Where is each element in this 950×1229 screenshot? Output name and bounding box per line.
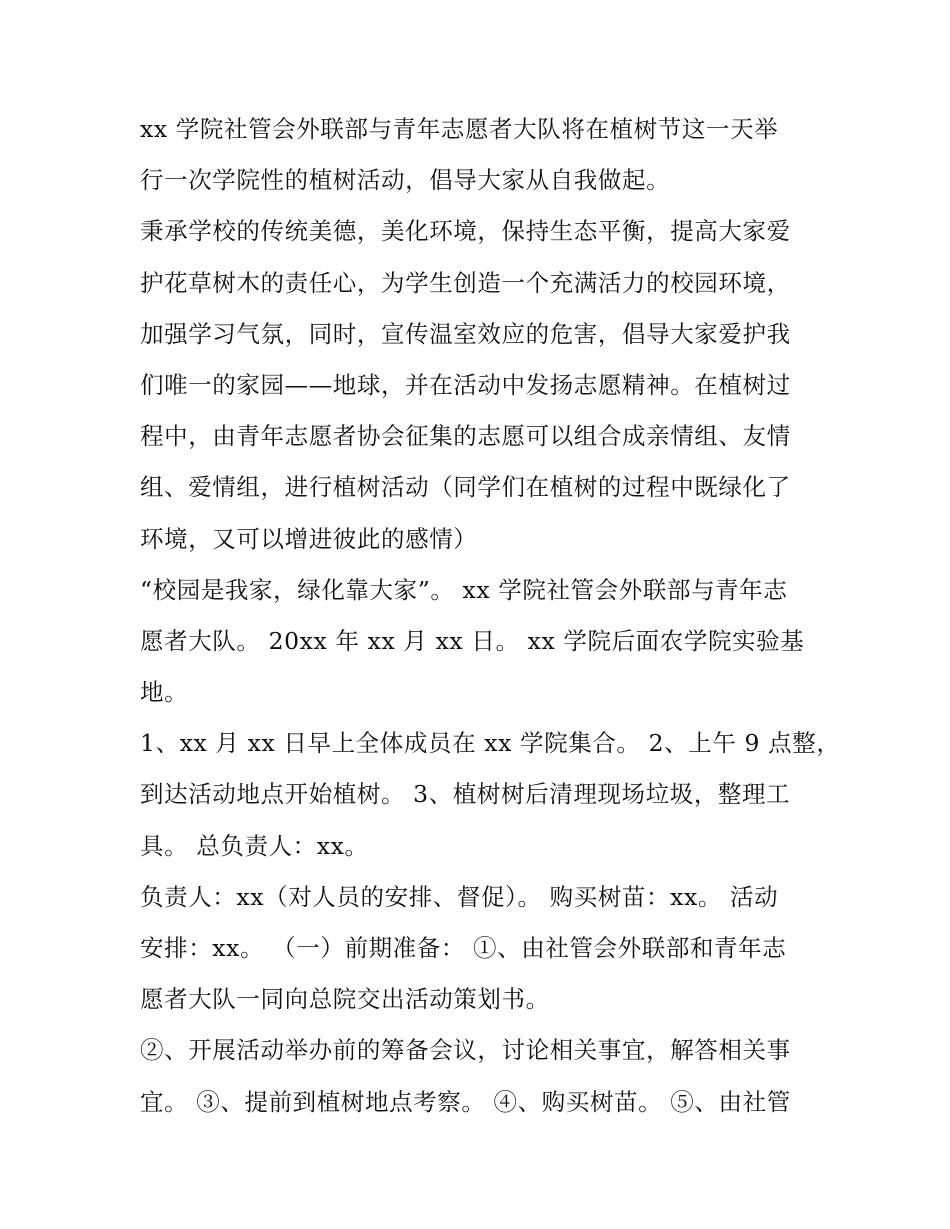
- text-line: xx 学院社管会外联部与青年志愿者大队将在植树节这一天举: [140, 115, 779, 143]
- paragraph-schedule: [140, 718, 841, 872]
- text-line: 安排：xx。 （一）前期准备： ①、由社管会外联部和青年志: [140, 934, 787, 962]
- paragraph-intro: [140, 104, 816, 206]
- text-line: 环境，又可以增进彼此的感情）: [140, 524, 478, 553]
- text-line: 负责人：xx（对人员的安排、督促）。 购买树苗：xx。 活动: [140, 882, 779, 911]
- text-line: 愿者大队。 20xx 年 xx 月 xx 日。 xx 学院后面农学院实验基: [140, 626, 805, 655]
- text-line: 行一次学院性的植树活动，倡导大家从自我做起。: [140, 166, 671, 195]
- text-line: ②、开展活动举办前的筹备会议，讨论相关事宜，解答相关事: [140, 1036, 791, 1065]
- paragraph-theme-organizer-date: [140, 565, 816, 719]
- text-line: 宜。 ③、提前到植树地点考察。 ④、购买树苗。 ⑤、由社管: [140, 1087, 791, 1116]
- document-body: [140, 104, 841, 1128]
- text-line: 程中，由青年志愿者协会征集的志愿可以组合成亲情组、友情: [140, 422, 791, 451]
- text-line: 地。: [140, 678, 189, 707]
- paragraph-purpose: [140, 206, 816, 564]
- text-line: 愿者大队一同向总院交出活动策划书。: [140, 985, 550, 1014]
- text-line: 1、xx 月 xx 日早上全体成员在 xx 学院集合。 2、上午 9 点整，: [140, 729, 841, 758]
- text-line: 秉承学校的传统美德，美化环境，保持生态平衡，提高大家爱: [140, 217, 791, 246]
- paragraph-preparation-steps: [140, 1025, 816, 1127]
- text-line: 加强学习气氛，同时，宣传温室效应的危害，倡导大家爱护我: [140, 319, 791, 348]
- text-line: 组、爱情组，进行植树活动（同学们在植树的过程中既绿化了: [140, 473, 791, 502]
- text-line: 具。 总负责人：xx。: [140, 831, 369, 860]
- text-line: 护花草树木的责任心，为学生创造一个充满活力的校园环境，: [140, 268, 791, 297]
- text-line: 到达活动地点开始植树。 3、植树树后清理现场垃圾，整理工: [140, 780, 791, 809]
- text-line: 们唯一的家园——地球，并在活动中发扬志愿精神。在植树过: [140, 370, 791, 399]
- paragraph-responsibilities: [140, 872, 816, 1026]
- text-line: “校园是我家，绿化靠大家”。 xx 学院社管会外联部与青年志: [140, 575, 788, 604]
